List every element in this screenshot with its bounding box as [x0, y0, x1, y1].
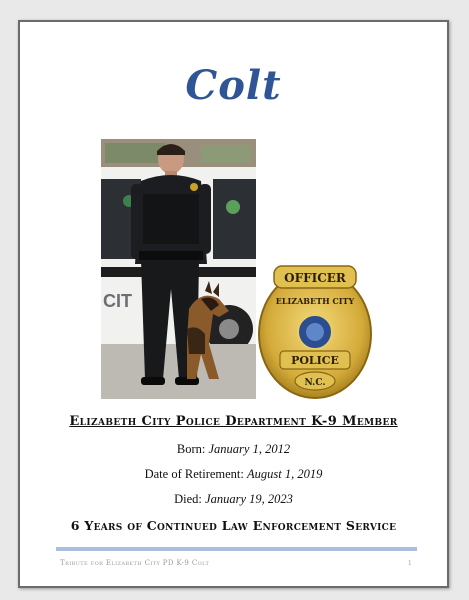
badge-bottom-text: N.C.	[304, 378, 326, 388]
page-number: 1	[408, 559, 412, 567]
badge-arc-text: ELIZABETH CITY	[275, 296, 355, 306]
footer-rule	[56, 547, 417, 551]
police-badge	[256, 252, 374, 402]
officer-k9-photo	[101, 139, 256, 399]
footer-text: Tribute for Elizabeth City PD K-9 Colt	[60, 559, 210, 567]
car-lettering: CIT	[103, 291, 132, 311]
born-label: Born:	[176, 442, 206, 456]
badge-middle-text: POLICE	[291, 354, 339, 367]
retirement-value: August 1, 2019	[247, 467, 323, 481]
service-heading: 6 Years of Continued Law Enforcement Service	[70, 518, 397, 533]
died-line	[20, 492, 447, 507]
document-page	[18, 20, 449, 588]
born-line	[20, 442, 447, 457]
badge-top-text: OFFICER	[284, 271, 346, 285]
died-label: Died:	[174, 492, 202, 506]
retirement-line	[20, 467, 447, 482]
born-value: January 1, 2012	[208, 442, 291, 456]
department-heading: Elizabeth City Police Department K-9 Member	[69, 414, 398, 429]
page-title: Colt	[185, 62, 282, 109]
retirement-label: Date of Retirement:	[144, 467, 244, 481]
died-value: January 19, 2023	[205, 492, 293, 506]
